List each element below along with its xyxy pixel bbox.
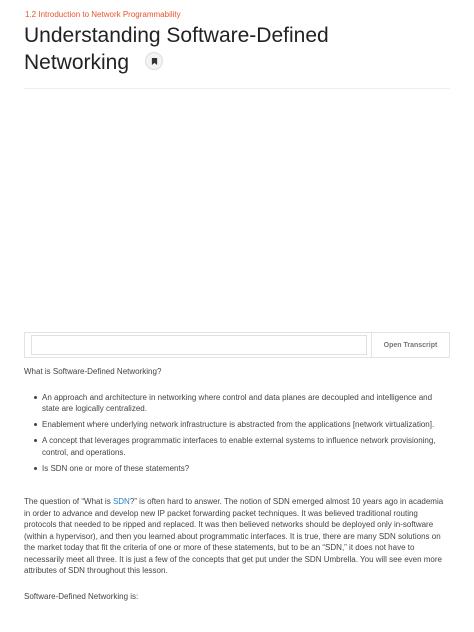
video-player[interactable] bbox=[24, 95, 450, 325]
list-item: Is SDN one or more of these statements? bbox=[34, 463, 450, 475]
paragraph-text-end: ?” is often hard to answer. The notion of SDN emerged almost 10 years ago in academia in order to advance and develop new IP packet forwarding packet techniques. It was believed traditional routing protocols that needed to be ripped and replaced. It was then believed networks should be deployed only in-software (within a hypervisor), and then you learned about programmatic interfaces. It is true, there are many SDN solutions on the market today that fit the criteria of one or more of these statements, but to be an “SDN,” it does not have to necessarily meet all three. It is just a few of the concepts that get put under the SDN Umbrella. You will see even more attributes of SDN throughout this lesson. bbox=[24, 497, 444, 575]
definition-list bbox=[24, 392, 450, 475]
list-item: An approach and architecture in networking where control and data planes are decoupled and intelligence and state are logically centralized. bbox=[34, 392, 450, 415]
transcript-bar bbox=[24, 332, 450, 358]
body-paragraph bbox=[24, 496, 450, 577]
paragraph-text-start: The question of “What is bbox=[24, 497, 113, 506]
bookmark-button[interactable] bbox=[145, 52, 163, 70]
title-divider bbox=[24, 88, 450, 89]
section-heading: Software-Defined Networking is: bbox=[24, 591, 139, 601]
lesson-content bbox=[24, 366, 450, 602]
page-title: Understanding Software-Defined Networking bbox=[24, 24, 329, 74]
list-item: A concept that leverages programmatic interfaces to enable external systems to influence network provisioning, control, and operations. bbox=[34, 435, 450, 458]
breadcrumb[interactable]: 1.2 Introduction to Network Programmability bbox=[25, 10, 181, 19]
open-transcript-button[interactable]: Open Transcript bbox=[371, 333, 449, 357]
list-item: Enablement where underlying network infrastructure is abstracted from the applications [network virtualization]. bbox=[34, 419, 450, 431]
sdn-link[interactable]: SDN bbox=[112, 497, 130, 506]
section-question: What is Software-Defined Networking? bbox=[24, 367, 162, 376]
transcript-field[interactable] bbox=[31, 335, 367, 355]
bookmark-icon bbox=[151, 52, 158, 70]
